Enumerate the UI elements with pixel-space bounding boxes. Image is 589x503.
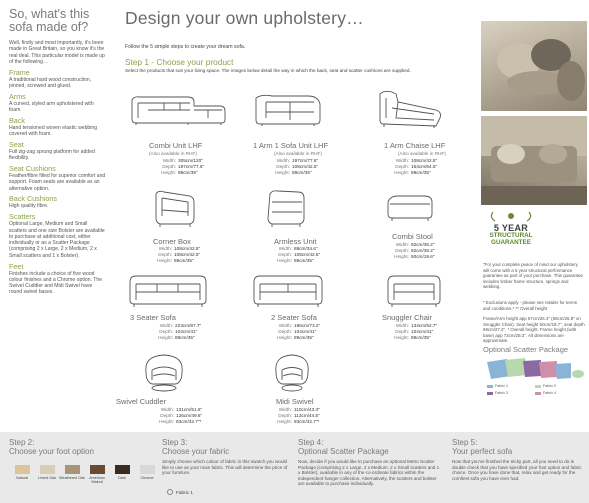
arms-text: A curved, styled arm upholstered with foam.: [9, 100, 94, 114]
step4-subtitle: Optional Scatter Package: [298, 447, 389, 456]
product-combi-unit-name: Combi Unit LHF: [149, 141, 203, 150]
step3-text: Simply choose which colour of fabric in this swatch you would like to use as your main fabric. This will determine the price of your furniture.: [162, 459, 288, 476]
scatter-legend-fabric-4: Fabric 4: [535, 391, 556, 395]
foot-options: [9, 465, 159, 485]
fabric-1-swatch: [487, 385, 493, 388]
product-combi-unit-dims: Width: 305cm/120" Depth: 197cm/77.6" Height: 89cm/35": [161, 158, 205, 175]
step4-section: [298, 438, 442, 503]
product-midi-swivel-image[interactable]: [270, 350, 314, 396]
step4-title: Step 4:: [298, 438, 324, 447]
product-armless-unit-dims: Width: 88cm/34.6" Depth: 108cm/42.5" Height: 89cm/35": [277, 246, 321, 263]
product-combi-stool-name: Combi Stool: [392, 232, 433, 241]
product-1-arm-sofa-dims: Width: 197cm/77.6" Depth: 108cm/42.5" Height: 89cm/35": [275, 158, 319, 175]
product-chaise-dims: Width: 108cm/42.5" Depth: 164cm/64.5" Height: 89cm/35": [394, 158, 438, 175]
guarantee-line-2: GUARANTEE: [491, 238, 531, 246]
frame-text: A traditional hard wood construction, pinned, screwed and glued.: [9, 76, 92, 89]
product-2-seater-name: 2 Seater Sofa: [271, 313, 317, 322]
scatters-heading: Scatters: [9, 212, 36, 222]
product-swivel-cuddler-dims: Width: 131cm/51.6" Depth: 126cm/49.6" Height: 83cm/32.7"*: [159, 407, 203, 424]
fabric-1-option[interactable]: Fabric 1: [167, 489, 193, 495]
materials-title: So, what's this sofa made of?: [9, 7, 90, 34]
seat-cushions-text: Feather/fibre filled for superior comfort and support. Foam seats are available as an alternative option.: [9, 173, 106, 192]
guarantee-line-1: STRUCTURAL: [489, 232, 533, 239]
back-heading: Back: [9, 115, 25, 125]
product-corner-box-name: Corner Box: [153, 237, 191, 246]
fabric-3-swatch: [487, 392, 493, 395]
product-1-arm-sofa-note: (Also available in RHF): [274, 151, 322, 156]
product-chaise-note: (Also available in RHF): [398, 151, 446, 156]
page-intro: Follow the 5 simple steps to create your dream sofa.: [125, 44, 246, 50]
product-corner-box-image[interactable]: [150, 188, 198, 230]
back-text: Hand tensioned woven elastic webbing covered with foam.: [9, 124, 98, 138]
seat-heading: Seat: [9, 139, 24, 149]
product-armless-unit-name: Armless Unit: [274, 237, 317, 246]
scatters-text: Optional Large, Medium and Small scatters and one size Bolster are available to purchase at additional cost, either individually or as a Scatter Package (comprising 2 x Large, 2 x Medium, 2 x Small scatters and 1 x Bolster).: [9, 221, 105, 259]
product-midi-swivel-name: Midi Swivel: [276, 397, 314, 406]
step5-text: Now that you've finished the tricky part, all you need to do is double check that you have specified your foot option and fabric choice. Once you have done that, relax and get ready for the comfiest sofa you have ever had.: [452, 459, 582, 481]
fabric-radio-icon: [167, 489, 173, 495]
fabric-2-swatch: [535, 385, 541, 388]
product-swivel-cuddler-name: Swivel Cuddler: [116, 397, 167, 406]
product-chaise-name: 1 Arm Chaise LHF: [384, 141, 446, 150]
feet-heading: Feet: [9, 261, 24, 271]
product-midi-swivel-dims: Width: 110cm/43.3" Depth: 113cm/44.5" Height: 83cm/32.7"*: [277, 407, 320, 424]
scatter-legend-fabric-1: Fabric 1: [487, 384, 508, 388]
back-cushions-text: High quality fibre.: [9, 203, 49, 210]
product-column: [116, 0, 477, 432]
seat-cushions-heading: Seat Cushions: [9, 164, 56, 174]
product-snuggler-dims: Width: 134cm/52.7" Depth: 104cm/41" Height: 89cm/35": [394, 323, 438, 340]
product-corner-box-dims: Width: 108cm/42.5" Depth: 108cm/42.5" Height: 89cm/35": [157, 246, 201, 263]
seat-text: Full zig-zag sprung platform for added flexibility.: [9, 148, 95, 162]
product-3-seater-image[interactable]: [126, 270, 210, 310]
product-combi-stool-image[interactable]: [384, 192, 436, 224]
step3-subtitle: Choose your fabric: [162, 447, 230, 456]
product-3-seater-dims: Width: 223cm/87.7" Depth: 104cm/41" Height: 89cm/35": [158, 323, 202, 340]
product-1-arm-sofa-image[interactable]: [252, 90, 324, 128]
guarantee-years: 5 YEAR: [493, 223, 529, 233]
sofa-room-photo: [481, 116, 587, 205]
product-snuggler-image[interactable]: [384, 270, 444, 310]
feet-text: Finishes include a choice of five wood colour finishes and a Chrome option. The Swivel Cuddler and Midi Swivel have round swivel bases.: [9, 270, 103, 296]
step5-subtitle: Your perfect sofa: [452, 447, 513, 456]
materials-intro: Well, firstly and most importantly, it's been made in Great Britain, so you know it's the real deal. This particular model is made up of the following…: [9, 40, 105, 65]
foot-option-american-walnut[interactable]: American Walnut: [84, 465, 110, 485]
product-swivel-cuddler-image[interactable]: [140, 350, 188, 396]
product-2-seater-image[interactable]: [250, 270, 326, 310]
scatter-legend-fabric-2: Fabric 2: [535, 384, 556, 388]
structural-guarantee-badge: [485, 211, 537, 257]
materials-column: [0, 0, 112, 432]
measurement-notes: Frame/Arm height app 67cm/26.4" (68cm/26.8" on Snuggler Chair). Seat height 50cm/19.7", seat depth 69cm/27.2". * Overall height. Frame height (with base) app 72cm/28.3". All dimensions are approximate.: [483, 316, 585, 343]
sofa-cushions-photo: [481, 21, 587, 111]
guarantee-text: "For your complete peace of mind our upholstery will come with a 5 year structural performance guarantee as part of your purchase. This guarantee includes timber frame structure, springs and webbing.: [483, 262, 583, 289]
info-column: [480, 0, 589, 432]
foot-option-weathered-oak[interactable]: Weathered Oak: [59, 465, 85, 485]
product-snuggler-name: Snuggler Chair: [382, 313, 433, 322]
product-3-seater-name: 3 Seater Sofa: [130, 313, 176, 322]
product-combi-unit-image[interactable]: [128, 88, 228, 128]
scatter-cushions-icon: [483, 356, 586, 382]
product-combi-stool-dims: Width: 92cm/36.2" Depth: 92cm/36.2" Height: 50cm/19.6": [394, 242, 435, 259]
step4-text: Now, decide if you would like to purchase an optional Metro Scatter Package (comprising 2 x Large, 2 x Medium, 2 x Small scatters and 1 x Bolster), available in any of the co-ordinate fabrics within the independent hanger collection. Alternatively, the scatters and bolster are available to purchase individually.: [298, 459, 440, 487]
foot-option-limed-oak[interactable]: Limed Oak: [34, 465, 60, 485]
scatter-package-title: Optional Scatter Package: [483, 345, 569, 354]
steps-bar: [0, 432, 589, 503]
product-1-arm-sofa-name: 1 Arm 1 Sofa Unit LHF: [253, 141, 329, 150]
back-cushions-heading: Back Cushions: [9, 194, 57, 204]
frame-heading: Frame: [9, 67, 30, 77]
page-title: Design your own upholstery…: [125, 8, 364, 28]
step3-title: Step 3:: [162, 438, 188, 447]
step2-subtitle: Choose your foot option: [9, 447, 94, 456]
scatter-legend-fabric-3: Fabric 3: [487, 391, 508, 395]
step2-title: Step 2:: [9, 438, 35, 447]
step5-title: Step 5:: [452, 438, 478, 447]
foot-option-natural[interactable]: Natural: [9, 465, 35, 485]
product-2-seater-dims: Width: 186cm/73.2" Depth: 104cm/41" Height: 89cm/35": [277, 323, 321, 340]
step5-section: [452, 438, 582, 503]
step1-heading: Step 1 - Choose your product: [125, 57, 234, 67]
foot-option-dark[interactable]: Dark: [109, 465, 135, 485]
product-armless-unit-image[interactable]: [262, 188, 310, 230]
product-combi-unit-note: (Also available in RHF): [149, 151, 197, 156]
foot-option-chrome[interactable]: Chrome: [134, 465, 160, 485]
guarantee-notes: * Exclusions apply - please see retailer for terms and conditions.* ** Overall height: [483, 300, 577, 311]
guarantee-laurel-icon: [485, 211, 537, 223]
fabric-4-swatch: [535, 392, 541, 395]
step1-description: Select the products that suit your living space. The images below detail the way in which the back, seat and scatter cushions are supplied.: [125, 68, 411, 73]
arms-heading: Arms: [9, 91, 26, 101]
product-chaise-image[interactable]: [374, 88, 446, 130]
